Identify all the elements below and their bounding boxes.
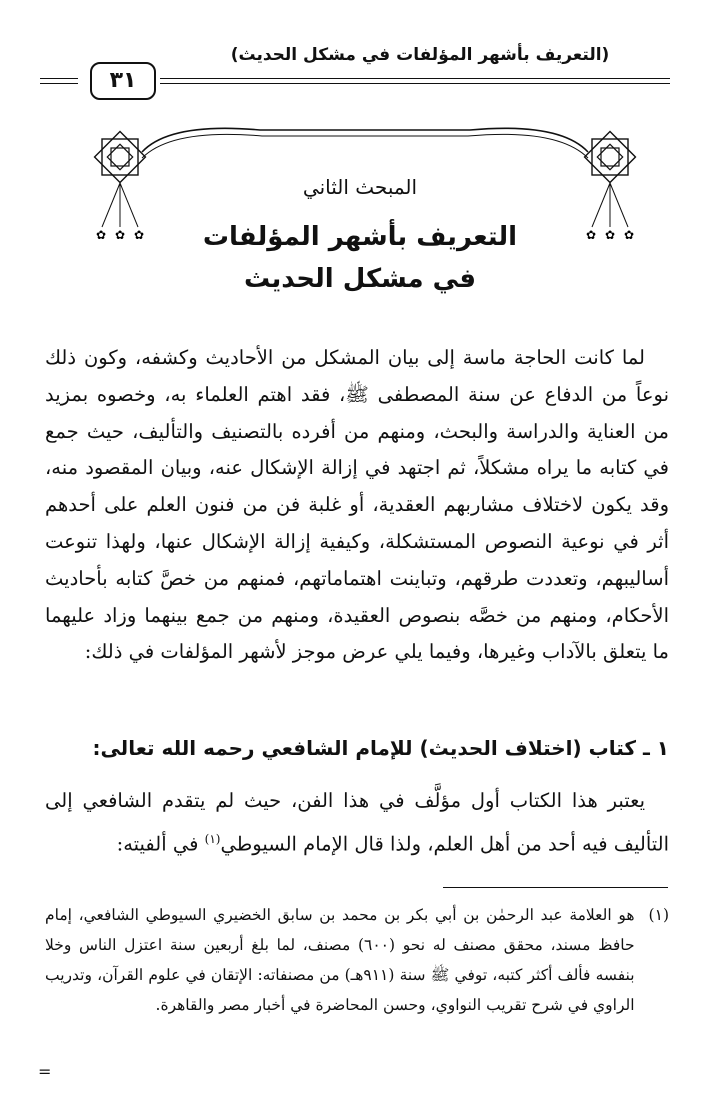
header-rule-left <box>40 78 78 79</box>
subheading: ١ ـ كتاب (اختلاف الحديث) للإمام الشافعي رحمه الله تعالى: <box>92 736 669 760</box>
body-text <box>45 340 669 671</box>
footnote-separator <box>443 887 668 888</box>
svg-text:✿: ✿ <box>623 228 635 242</box>
body-text <box>45 782 669 864</box>
paragraph-text: يعتبر هذا الكتاب أول مؤلَّف في هذا الفن، حيث لم يتقدم الشافعي إلى التأليف فيه أحد من أهل العلم، ولذا قال الإمام السيوطي <box>45 789 669 856</box>
section-title: التعريف بأشهر المؤلفات <box>202 222 518 252</box>
svg-text:✿: ✿ <box>133 228 145 242</box>
paragraph: لما كانت الحاجة ماسة إلى بيان المشكل من الأحاديث وكشفه، وكون ذلك نوعاً من الدفاع عن سنة المصطفى ﷺ، فقد اهتم العلماء به، وخصوه بمزيد من العناية والدراسة والبحث، ومنهم من أفرده بالتصنيف والتأليف، حيث جمع في كتابه ما يراه مشكلاً، ثم اجتهد في إزالة الإشكال عنه، وبيان المقصود منه، وقد يكون لاختلاف مشاربهم العقدية، أو غلبة فن من فنون العلم على أحدهم أثر في نوعية النصوص المستشكلة، وكيفية إزالة الإشكال عنها، ولهذا تنوعت أساليبهم، وتعددت طرقهم، وتباينت اهتماماتهم، فمنهم من خصَّ كتابه بأحاديث الأحكام، ومنهم من خصَّه بنصوص العقيدة، ومنهم من جمع بينهما وزاد عليهما ما يتعلق بالآداب وغيرها، وفيما يلي عرض موجز لأشهر المؤلفات في ذلك: <box>45 346 669 664</box>
footnote-text: هو العلامة عبد الرحمٰن بن أبي بكر بن محمد بن سابق الخضيري السيوطي الشافعي، إمام حافظ مسند، محقق مصنف له نحو (٦٠٠) مصنف، لما بلغ أربعين سنة اعتزل الناس وخلا بنفسه فألف أكثر كتبه، توفي ﷺ سنة (٩١١هـ) من مصنفاته: الإتقان في علوم القرآن، وتدريب الراوي في شرح تقريب النواوي، وحسن المحاضرة في أخبار مصر والقاهرة. <box>45 906 635 1014</box>
section-title: في مشكل الحديث <box>243 264 477 294</box>
svg-text:✿: ✿ <box>114 228 126 242</box>
section-label: المبحث الثاني <box>302 175 418 199</box>
header-rule <box>160 83 670 84</box>
star-ornament-left <box>95 132 146 242</box>
footnote-marker: (١) <box>648 906 669 924</box>
svg-text:✿: ✿ <box>604 228 616 242</box>
page-number: ٣١ <box>90 62 156 100</box>
header-rule <box>160 78 670 79</box>
svg-text:✿: ✿ <box>585 228 597 242</box>
footnote-reference[interactable]: (١) <box>204 832 221 846</box>
svg-text:✿: ✿ <box>95 228 107 242</box>
running-title: (التعريف بأشهر المؤلفات في مشكل الحديث) <box>230 45 610 65</box>
paragraph-text: في ألفيته: <box>116 832 205 856</box>
footnote <box>45 900 669 1020</box>
paragraph <box>45 782 669 864</box>
margin-mark: = <box>38 1062 52 1081</box>
header-rule-left <box>40 83 78 84</box>
star-ornament-right <box>585 132 636 242</box>
